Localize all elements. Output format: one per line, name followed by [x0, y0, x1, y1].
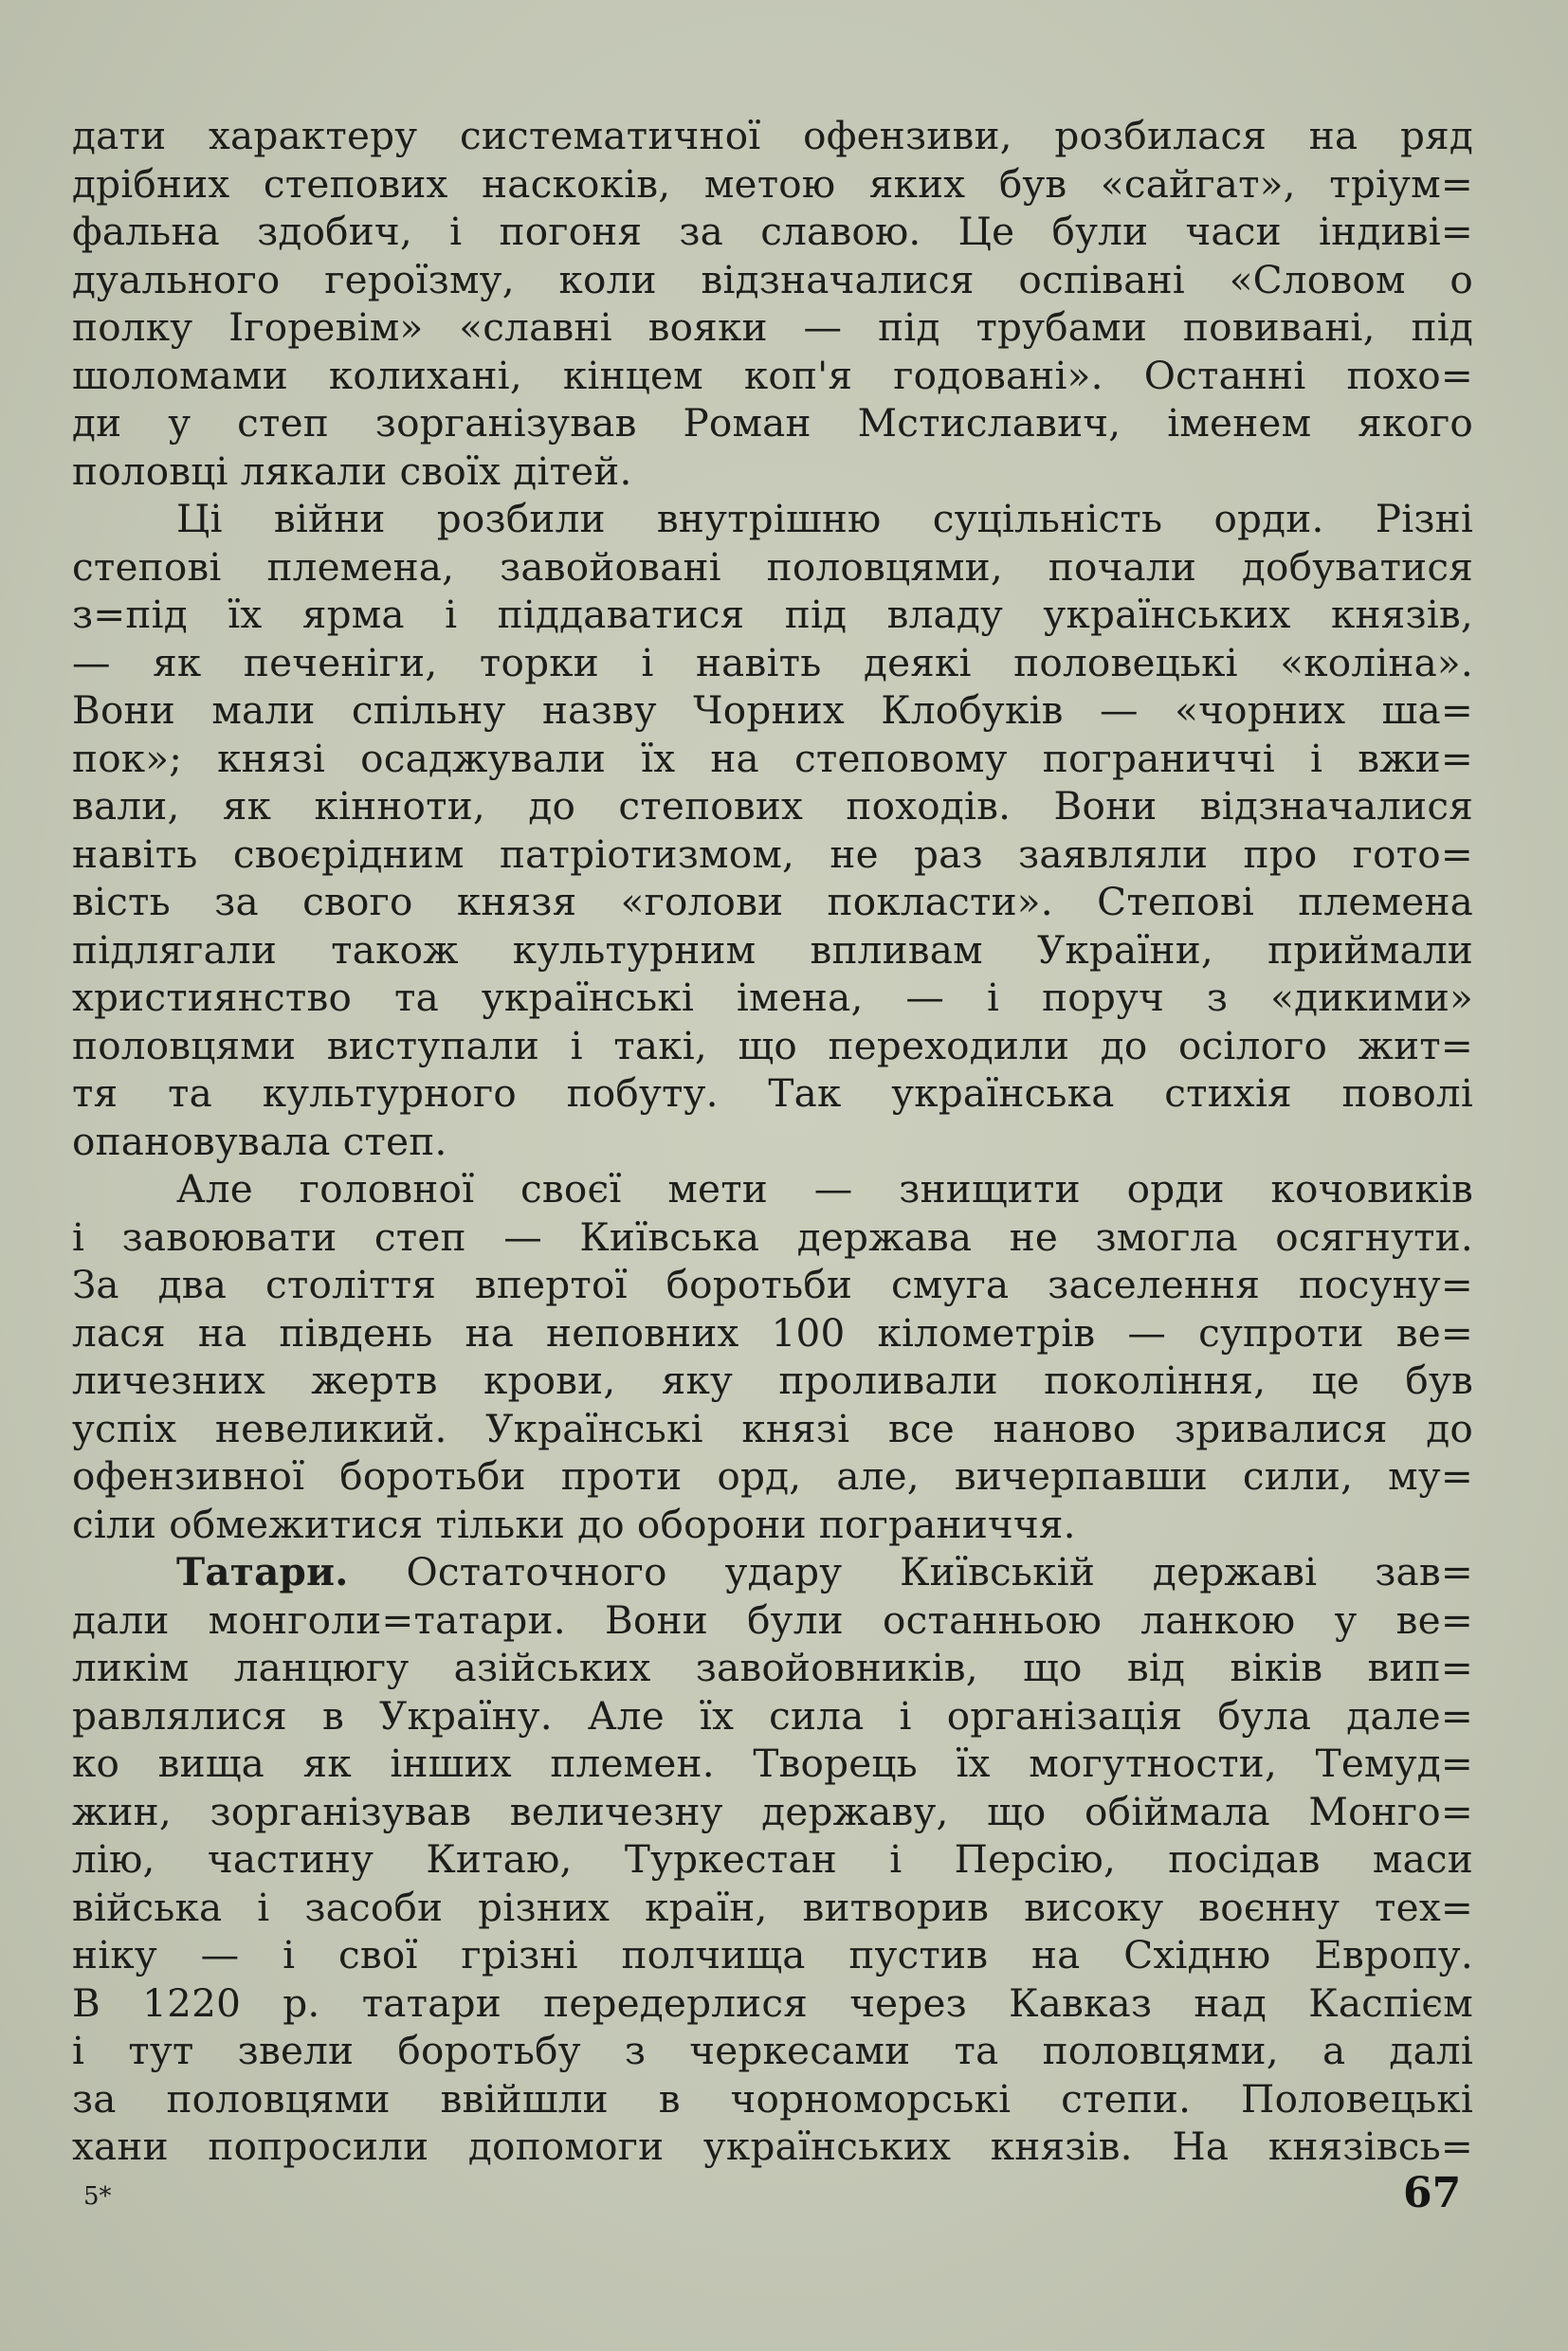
text-line: [72, 1213, 1473, 1262]
text-line: [72, 2075, 1473, 2123]
text-line: [72, 782, 1473, 830]
line-text: офензивної боротьби проти орд, але, вичерпавши сили, му=: [72, 1453, 1473, 1499]
line-text: В 1220 р. татари передерлися через Кавказ над Каспієм: [72, 1979, 1473, 2026]
line-text: личезних жертв крови, яку проливали покоління, це був: [72, 1358, 1473, 1403]
line-text: лію, частину Китаю, Туркестан і Персію, посідав маси: [72, 1836, 1473, 1882]
line-text: ніку — і свої грізні полчища пустив на Східню Европу.: [72, 1932, 1473, 1977]
line-text: Вони мали спільну назву Чорних Клобуків — «чорних ша=: [72, 687, 1473, 733]
line-text: успіх невеликий. Українські князі все наново зривалися до: [72, 1405, 1473, 1451]
line-text: Але головної своєї мети — знищити орди кочовиків: [176, 1166, 1473, 1212]
text-line: [72, 1884, 1473, 1932]
line-text: дали монголи=татари. Вони були останньою ланкою у ве=: [72, 1596, 1473, 1643]
line-text: За два століття впертої боротьби смуга заселення посуну=: [72, 1262, 1473, 1307]
text-line: [72, 1452, 1473, 1501]
line-text: дати характеру систематичної офензиви, розбилася на ряд: [72, 113, 1473, 158]
page-number: 67: [1403, 2169, 1462, 2217]
text-line: [72, 1357, 1473, 1405]
text-line: [72, 1405, 1473, 1453]
line-text: половці лякали своїх дітей.: [72, 447, 632, 494]
line-text: пок»; князі осаджували їх на степовому пограниччі і вжи=: [72, 735, 1473, 781]
line-text: тя та культурного побуту. Так українська стихія поволі: [72, 1070, 1473, 1116]
text-line: [72, 974, 1473, 1022]
text-line: [72, 639, 1473, 687]
line-text: дуального героїзму, коли відзначалися оспівані «Словом о: [72, 256, 1473, 302]
text-line: [72, 591, 1473, 639]
line-text: навіть своєрідним патріотизмом, не раз заявляли про гото=: [72, 830, 1473, 877]
line-text: і завоювати степ — Київська держава не змогла осягнути.: [72, 1213, 1473, 1260]
text-line: [72, 1118, 1473, 1166]
line-text: ко вища як інших племен. Творець їх могутности, Темуд=: [72, 1740, 1473, 1786]
body-text: [72, 112, 1473, 2171]
text-line: [72, 399, 1473, 447]
text-line: [72, 495, 1473, 543]
line-text: ликім ланцюгу азійських завойовників, що від віків вип=: [72, 1645, 1473, 1690]
line-text: за половцями ввійшли в чорноморські степи. Половецькі: [72, 2075, 1473, 2122]
line-text: підлягали також культурним впливам України, приймали: [72, 926, 1473, 973]
text-line: [72, 1979, 1473, 2028]
text-line: [72, 1596, 1473, 1645]
line-text: вість за свого князя «голови покласти». Степові племена: [72, 879, 1473, 924]
line-text: равлялися в Україну. Але їх сила і організація була дале=: [72, 1692, 1473, 1739]
line-text: Ці війни розбили внутрішню суцільність орди. Різні: [176, 496, 1473, 541]
line-text: — як печеніги, торки і навіть деякі половецькі «коліна».: [72, 639, 1473, 685]
text-line: [72, 735, 1473, 783]
line-text: війська і засоби різних країн, витворив високу воєнну тех=: [72, 1884, 1473, 1930]
line-text: степові племена, завойовані половцями, почали добуватися: [72, 543, 1473, 590]
text-line: [72, 352, 1473, 400]
text-line: [72, 543, 1473, 592]
line-text: дрібних степових наскоків, метою яких був «сайгат», тріум=: [72, 160, 1473, 207]
line-text: і тут звели боротьбу з черкесами та половцями, а далі: [72, 2028, 1473, 2073]
line-text: вали, як кінноти, до степових походів. Вони відзначалися: [72, 783, 1473, 829]
line-text: ди у степ зорганізував Роман Мстиславич, іменем якого: [72, 400, 1473, 446]
text-line: [72, 112, 1473, 160]
text-line: [72, 1692, 1473, 1740]
text-line: [72, 2123, 1473, 2171]
line-text: Остаточного удару Київській державі зав=: [406, 1549, 1473, 1595]
line-text: шоломами колихані, кінцем коп'я годовані». Останні похо=: [72, 352, 1473, 398]
line-text: сіли обмежитися тільки до оборони пограниччя.: [72, 1501, 1076, 1547]
text-line: [72, 926, 1473, 975]
text-line: [72, 1740, 1473, 1788]
line-text: з=під їх ярма і піддаватися під владу українських князів,: [72, 592, 1473, 637]
text-line: [72, 447, 1473, 496]
text-line: [72, 1931, 1473, 1979]
line-text: християнство та українські імена, — і поруч з «дикими»: [72, 975, 1473, 1020]
line-text: опановувала степ.: [72, 1118, 447, 1164]
text-line: [72, 878, 1473, 926]
line-text: жин, зорганізував величезну державу, що обіймала Монго=: [72, 1788, 1473, 1834]
printer-signature: 5*: [83, 2182, 112, 2211]
text-line: [72, 1069, 1473, 1118]
text-line: [72, 686, 1473, 735]
text-line: [72, 1788, 1473, 1836]
line-text: половцями виступали і такі, що переходили до осілого жит=: [72, 1022, 1473, 1068]
text-line: [72, 1548, 1473, 1596]
line-text: фальна здобич, і погоня за славою. Це були часи індиві=: [72, 209, 1473, 254]
text-line: [72, 2027, 1473, 2075]
text-line: [72, 208, 1473, 256]
text-line: [72, 1022, 1473, 1070]
line-text: полку Ігоревім» «славні вояки — під трубами повивані, під: [72, 304, 1473, 350]
line-text: лася на південь на неповних 100 кілометрів — супроти ве=: [72, 1309, 1473, 1356]
section-heading: Татари.: [176, 1549, 349, 1595]
text-line: [72, 1835, 1473, 1884]
text-line: [72, 1644, 1473, 1692]
text-line: [72, 303, 1473, 352]
text-line: [72, 1165, 1473, 1213]
text-line: [72, 1309, 1473, 1358]
text-line: [72, 830, 1473, 879]
text-line: [72, 256, 1473, 304]
text-line: [72, 1501, 1473, 1549]
line-text: хани попросили допомоги українських князів. На князівсь=: [72, 2123, 1473, 2169]
text-line: [72, 160, 1473, 209]
text-line: [72, 1261, 1473, 1309]
